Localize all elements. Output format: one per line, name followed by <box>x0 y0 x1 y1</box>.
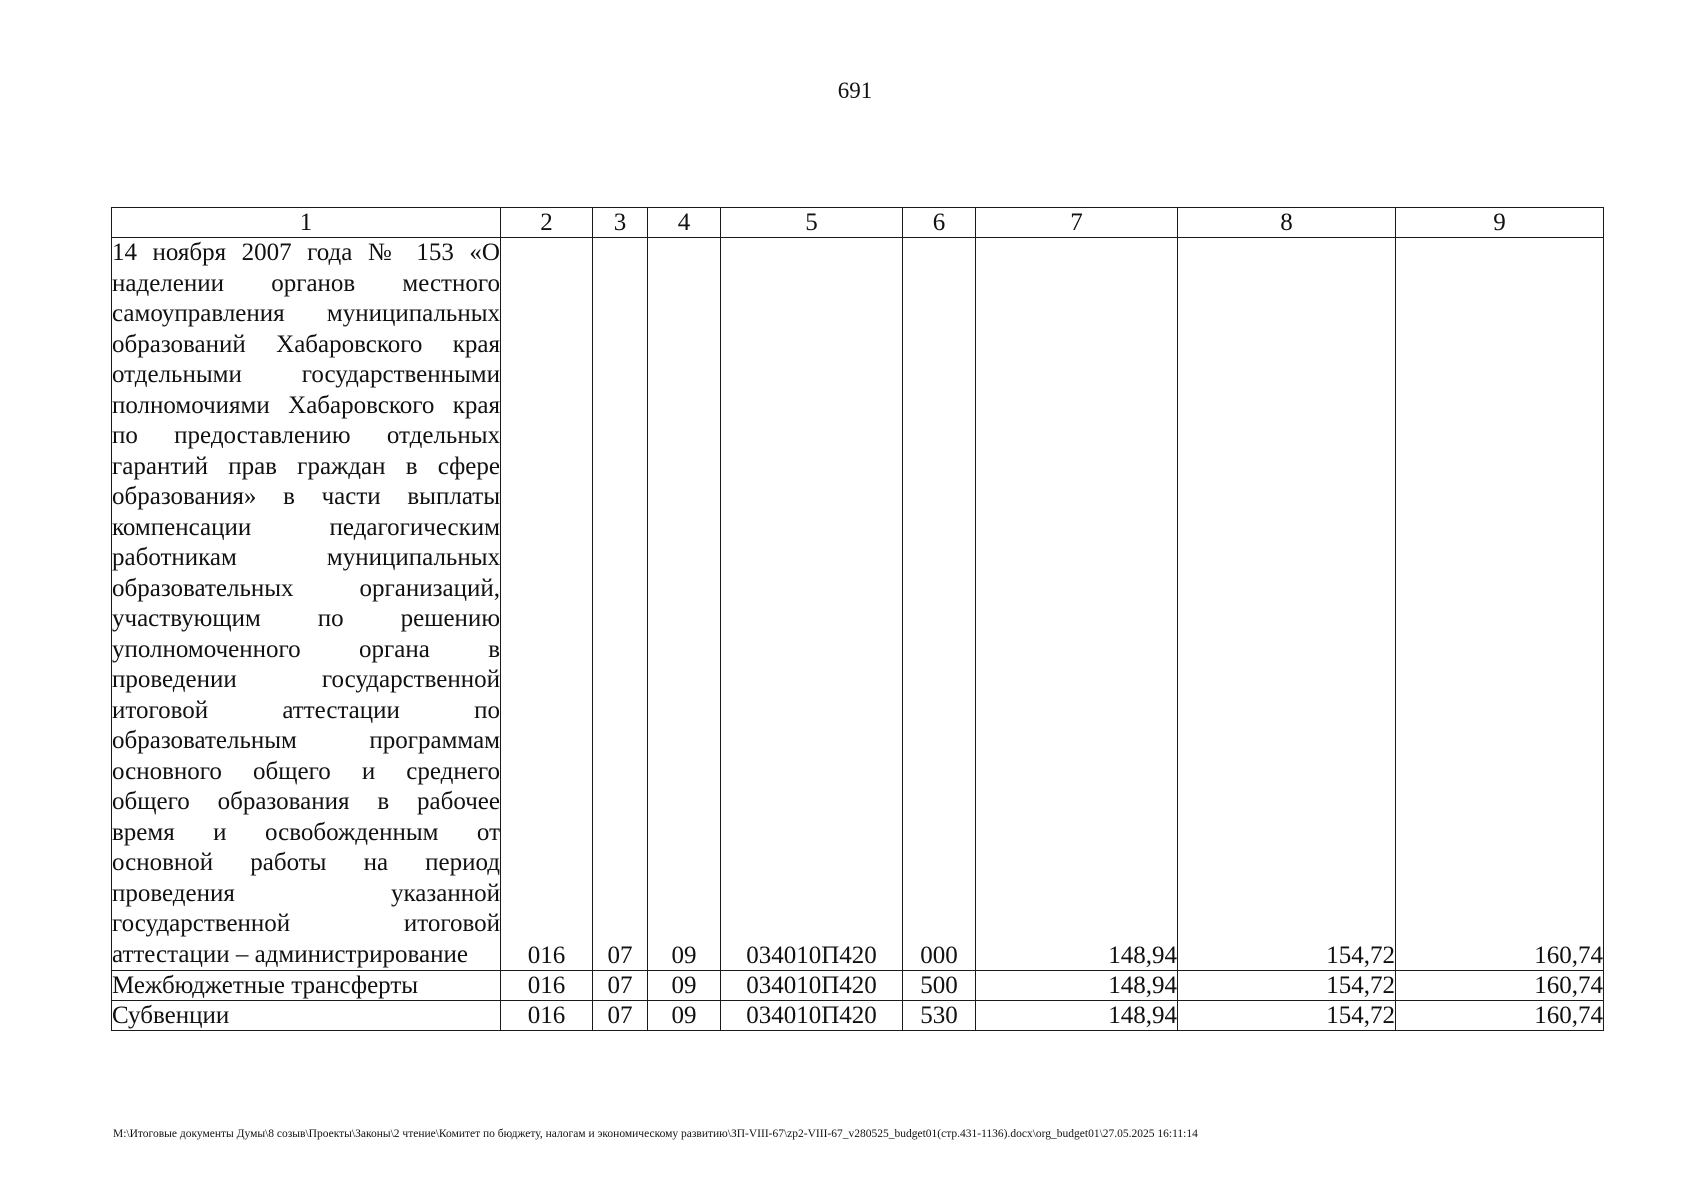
cell-subsection: 09 <box>648 238 721 971</box>
row-description: 14 ноября 2007 года № 153 «О наделении органов местного самоуправления муниципальных образований Хабаровского края отдельными государственными полномочиями Хабаровского края по предоставлению отдельных гарантий прав граждан в сфере образования» в части выплаты компенсации педагогическим работникам муниципальных образовательных организаций, участвующим по решению уполномоченного органа в проведении государственной итоговой аттестации по образовательным программам основного общего и среднего общего образования в рабочее время и освобожденным от основной работы на период проведения указанной государственной итоговой аттестации – администрирование <box>112 238 501 971</box>
cell-amount-year-2: 154,72 <box>1178 971 1396 1001</box>
cell-amount-year-3: 160,74 <box>1396 1001 1604 1031</box>
cell-amount-year-1: 148,94 <box>976 971 1178 1001</box>
cell-expense-type: 000 <box>903 238 976 971</box>
cell-ministry-code: 016 <box>501 1001 593 1031</box>
table-row <box>112 971 1604 1001</box>
document-path-footer: M:\Итоговые документы Думы\8 созыв\Проекты\Законы\2 чтение\Комитет по бюджету, налогам и экономическому развитию\ЗП-VIII-67\zp2-VIII-67_v280525_budget01(стр.431-1136).docx\org_budget01\27.05.2025 16:11:14 <box>113 1128 1198 1140</box>
cell-expense-type: 530 <box>903 1001 976 1031</box>
budget-table <box>111 207 1604 1031</box>
cell-amount-year-2: 154,72 <box>1178 1001 1396 1031</box>
cell-ministry-code: 016 <box>501 238 593 971</box>
header-col-9: 9 <box>1396 208 1604 238</box>
cell-section: 07 <box>593 1001 648 1031</box>
cell-amount-year-1: 148,94 <box>976 1001 1178 1031</box>
cell-target-article: 034010П420 <box>721 971 903 1001</box>
page-number: 691 <box>837 78 873 103</box>
cell-target-article: 034010П420 <box>721 238 903 971</box>
header-col-5: 5 <box>721 208 903 238</box>
cell-amount-year-3: 160,74 <box>1396 238 1604 971</box>
header-col-8: 8 <box>1178 208 1396 238</box>
cell-amount-year-3: 160,74 <box>1396 971 1604 1001</box>
cell-section: 07 <box>593 971 648 1001</box>
header-col-1: 1 <box>112 208 501 238</box>
row-description: Субвенции <box>112 1001 501 1031</box>
header-col-3: 3 <box>593 208 648 238</box>
cell-target-article: 034010П420 <box>721 1001 903 1031</box>
header-col-7: 7 <box>976 208 1178 238</box>
cell-subsection: 09 <box>648 1001 721 1031</box>
row-description: Межбюджетные трансферты <box>112 971 501 1001</box>
table-row <box>112 1001 1604 1031</box>
header-col-4: 4 <box>648 208 721 238</box>
table-row <box>112 238 1604 971</box>
header-col-2: 2 <box>501 208 593 238</box>
header-col-6: 6 <box>903 208 976 238</box>
cell-ministry-code: 016 <box>501 971 593 1001</box>
cell-amount-year-1: 148,94 <box>976 238 1178 971</box>
cell-subsection: 09 <box>648 971 721 1001</box>
cell-expense-type: 500 <box>903 971 976 1001</box>
table-header-row <box>112 208 1604 238</box>
cell-amount-year-2: 154,72 <box>1178 238 1396 971</box>
cell-section: 07 <box>593 238 648 971</box>
